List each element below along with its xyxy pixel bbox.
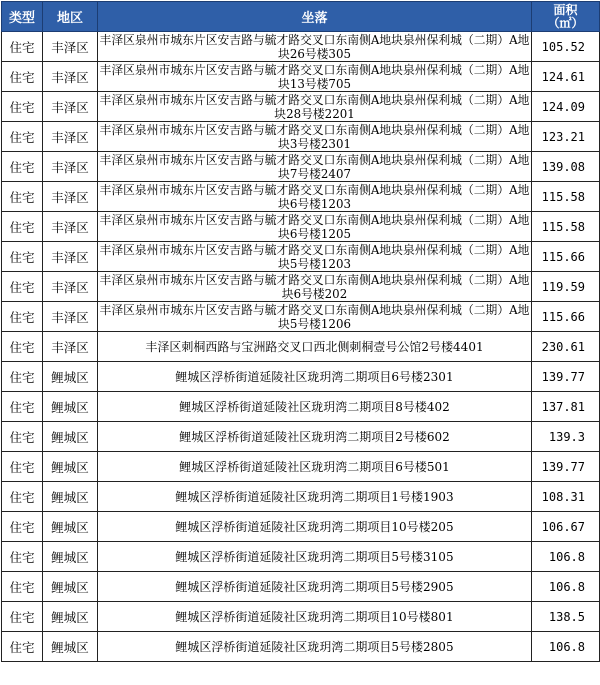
- cell-district: 鲤城区: [43, 482, 98, 512]
- table-row: [2, 62, 600, 92]
- cell-district: 鲤城区: [43, 452, 98, 482]
- cell-address: 鲤城区浮桥街道延陵社区珑玥湾二期项目8号楼402: [98, 392, 532, 422]
- cell-address: 丰泽区泉州市城东片区安吉路与毓才路交叉口东南侧A地块泉州保利城（二期）A地块13号楼705: [98, 62, 532, 92]
- table-row: [2, 392, 600, 422]
- header-district: 地区: [43, 2, 98, 32]
- cell-district: 鲤城区: [43, 422, 98, 452]
- cell-area: 124.09: [532, 92, 600, 122]
- table-row: [2, 452, 600, 482]
- header-address: 坐落: [98, 2, 532, 32]
- header-type: 类型: [2, 2, 43, 32]
- cell-type: 住宅: [2, 362, 43, 392]
- cell-district: 鲤城区: [43, 632, 98, 662]
- table-row: [2, 122, 600, 152]
- cell-type: 住宅: [2, 62, 43, 92]
- cell-area: 139.08: [532, 152, 600, 182]
- cell-type: 住宅: [2, 32, 43, 62]
- cell-type: 住宅: [2, 92, 43, 122]
- cell-type: 住宅: [2, 452, 43, 482]
- cell-address: 丰泽区泉州市城东片区安吉路与毓才路交叉口东南侧A地块泉州保利城（二期）A地块28号楼2201: [98, 92, 532, 122]
- cell-address: 丰泽区泉州市城东片区安吉路与毓才路交叉口东南侧A地块泉州保利城（二期）A地块5号楼1206: [98, 302, 532, 332]
- cell-district: 丰泽区: [43, 182, 98, 212]
- cell-address: 鲤城区浮桥街道延陵社区珑玥湾二期项目5号楼2905: [98, 572, 532, 602]
- cell-type: 住宅: [2, 602, 43, 632]
- cell-district: 丰泽区: [43, 62, 98, 92]
- cell-area: 106.8: [532, 632, 600, 662]
- cell-district: 鲤城区: [43, 512, 98, 542]
- table-row: [2, 332, 600, 362]
- cell-address: 鲤城区浮桥街道延陵社区珑玥湾二期项目1号楼1903: [98, 482, 532, 512]
- table-row: [2, 32, 600, 62]
- table-row: [2, 242, 600, 272]
- table-row: [2, 482, 600, 512]
- cell-address: 丰泽区泉州市城东片区安吉路与毓才路交叉口东南侧A地块泉州保利城（二期）A地块3号楼2301: [98, 122, 532, 152]
- cell-area: 124.61: [532, 62, 600, 92]
- cell-address: 丰泽区泉州市城东片区安吉路与毓才路交叉口东南侧A地块泉州保利城（二期）A地块6号楼1203: [98, 182, 532, 212]
- cell-address: 鲤城区浮桥街道延陵社区珑玥湾二期项目10号楼205: [98, 512, 532, 542]
- cell-area: 115.66: [532, 302, 600, 332]
- cell-type: 住宅: [2, 572, 43, 602]
- cell-area: 139.3: [532, 422, 600, 452]
- cell-district: 鲤城区: [43, 602, 98, 632]
- cell-district: 丰泽区: [43, 242, 98, 272]
- cell-district: 鲤城区: [43, 392, 98, 422]
- cell-district: 丰泽区: [43, 32, 98, 62]
- cell-area: 139.77: [532, 362, 600, 392]
- cell-address: 丰泽区泉州市城东片区安吉路与毓才路交叉口东南侧A地块泉州保利城（二期）A地块7号楼2407: [98, 152, 532, 182]
- cell-address: 鲤城区浮桥街道延陵社区珑玥湾二期项目5号楼2805: [98, 632, 532, 662]
- cell-address: 丰泽区泉州市城东片区安吉路与毓才路交叉口东南侧A地块泉州保利城（二期）A地块6号楼1205: [98, 212, 532, 242]
- table-row: [2, 512, 600, 542]
- cell-area: 230.61: [532, 332, 600, 362]
- table-row: [2, 542, 600, 572]
- table-row: [2, 92, 600, 122]
- cell-type: 住宅: [2, 542, 43, 572]
- cell-type: 住宅: [2, 152, 43, 182]
- cell-type: 住宅: [2, 212, 43, 242]
- table-row: [2, 182, 600, 212]
- cell-area: 106.8: [532, 542, 600, 572]
- cell-area: 106.67: [532, 512, 600, 542]
- cell-address: 丰泽区泉州市城东片区安吉路与毓才路交叉口东南侧A地块泉州保利城（二期）A地块26号楼305: [98, 32, 532, 62]
- cell-area: 108.31: [532, 482, 600, 512]
- cell-type: 住宅: [2, 182, 43, 212]
- cell-area: 139.77: [532, 452, 600, 482]
- cell-district: 鲤城区: [43, 572, 98, 602]
- cell-type: 住宅: [2, 632, 43, 662]
- cell-district: 丰泽区: [43, 272, 98, 302]
- cell-address: 鲤城区浮桥街道延陵社区珑玥湾二期项目6号楼2301: [98, 362, 532, 392]
- cell-type: 住宅: [2, 242, 43, 272]
- cell-address: 鲤城区浮桥街道延陵社区珑玥湾二期项目10号楼801: [98, 602, 532, 632]
- cell-area: 137.81: [532, 392, 600, 422]
- cell-district: 丰泽区: [43, 332, 98, 362]
- cell-address: 丰泽区泉州市城东片区安吉路与毓才路交叉口东南侧A地块泉州保利城（二期）A地块5号楼1203: [98, 242, 532, 272]
- cell-address: 丰泽区泉州市城东片区安吉路与毓才路交叉口东南侧A地块泉州保利城（二期）A地块6号楼202: [98, 272, 532, 302]
- cell-district: 鲤城区: [43, 362, 98, 392]
- cell-type: 住宅: [2, 302, 43, 332]
- header-area: [532, 2, 600, 32]
- table-row: [2, 272, 600, 302]
- cell-district: 鲤城区: [43, 542, 98, 572]
- header-row: [2, 2, 600, 32]
- cell-type: 住宅: [2, 482, 43, 512]
- cell-address: 鲤城区浮桥街道延陵社区珑玥湾二期项目5号楼3105: [98, 542, 532, 572]
- table-row: [2, 632, 600, 662]
- cell-type: 住宅: [2, 332, 43, 362]
- cell-area: 138.5: [532, 602, 600, 632]
- cell-area: 105.52: [532, 32, 600, 62]
- cell-type: 住宅: [2, 392, 43, 422]
- header-area-label: 面积: [553, 2, 578, 17]
- table-row: [2, 572, 600, 602]
- cell-address: 鲤城区浮桥街道延陵社区珑玥湾二期项目2号楼602: [98, 422, 532, 452]
- property-table: [1, 1, 600, 662]
- table-row: [2, 362, 600, 392]
- table-row: [2, 152, 600, 182]
- cell-type: 住宅: [2, 122, 43, 152]
- cell-area: 115.58: [532, 212, 600, 242]
- cell-district: 丰泽区: [43, 152, 98, 182]
- table-row: [2, 212, 600, 242]
- cell-area: 106.8: [532, 572, 600, 602]
- header-area-unit: （㎡）: [547, 15, 584, 30]
- cell-area: 123.21: [532, 122, 600, 152]
- cell-area: 115.66: [532, 242, 600, 272]
- cell-area: 119.59: [532, 272, 600, 302]
- cell-address: 丰泽区刺桐西路与宝洲路交叉口西北侧刺桐壹号公馆2号楼4401: [98, 332, 532, 362]
- table-row: [2, 602, 600, 632]
- cell-type: 住宅: [2, 272, 43, 302]
- cell-district: 丰泽区: [43, 212, 98, 242]
- table-row: [2, 302, 600, 332]
- table-row: [2, 422, 600, 452]
- cell-address: 鲤城区浮桥街道延陵社区珑玥湾二期项目6号楼501: [98, 452, 532, 482]
- cell-type: 住宅: [2, 422, 43, 452]
- cell-district: 丰泽区: [43, 302, 98, 332]
- cell-district: 丰泽区: [43, 92, 98, 122]
- cell-district: 丰泽区: [43, 122, 98, 152]
- cell-type: 住宅: [2, 512, 43, 542]
- cell-area: 115.58: [532, 182, 600, 212]
